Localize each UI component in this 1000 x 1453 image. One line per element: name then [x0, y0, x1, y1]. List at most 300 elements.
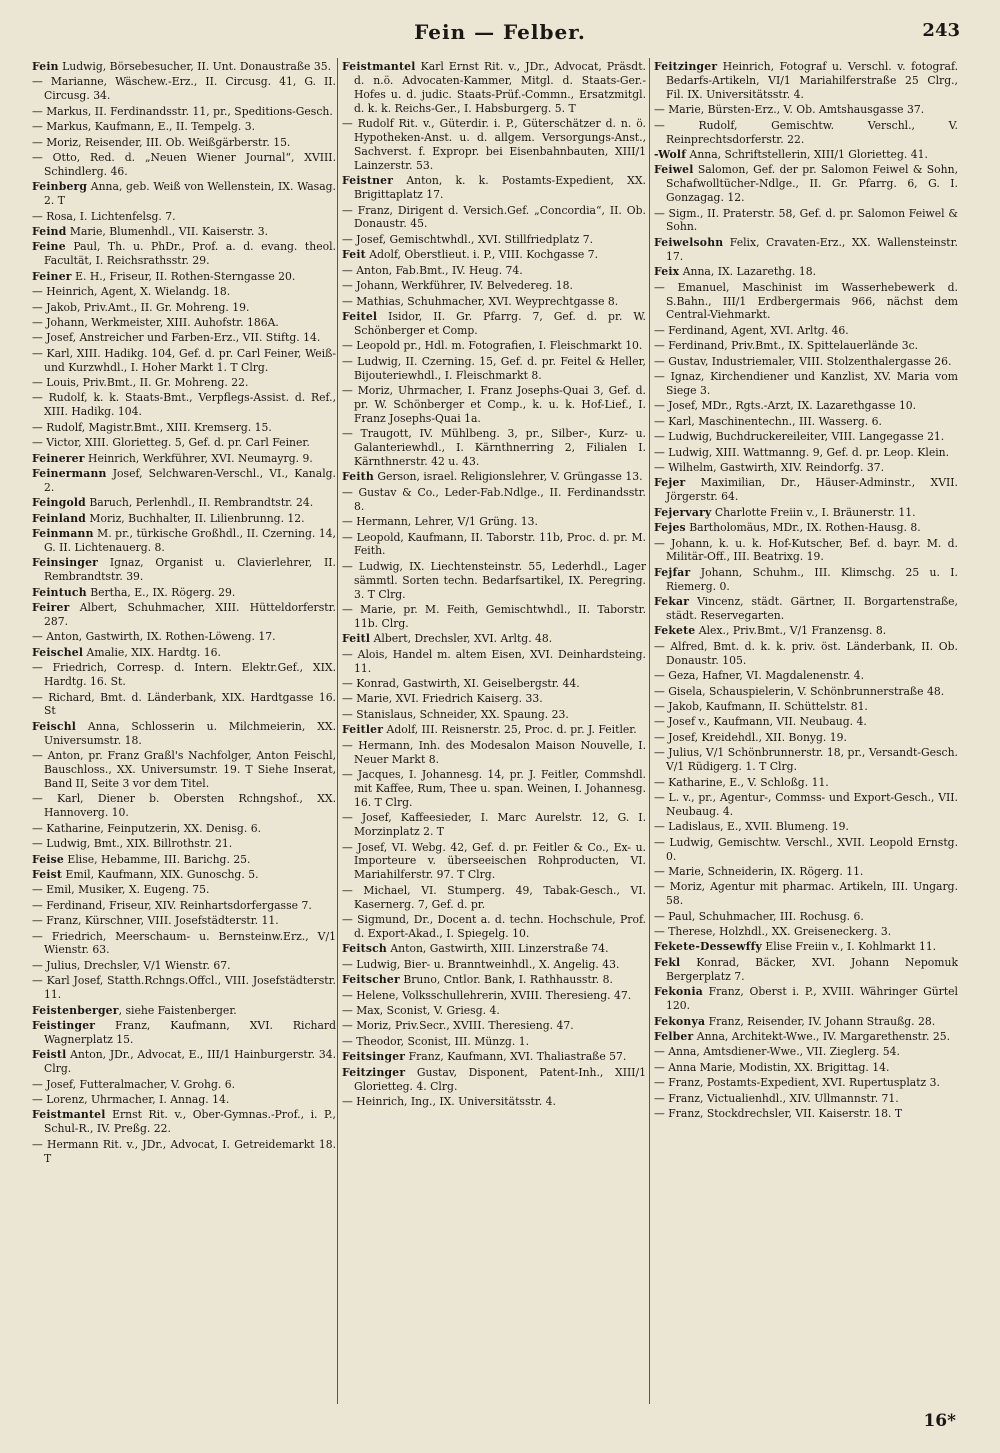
entry-details: Moriz, Buchhalter, II. Lilienbrunng. 12.: [86, 511, 305, 525]
entry-details: — Johann, Werkmeister, XIII. Auhofstr. 186A.: [32, 315, 279, 329]
entry-surname: Fekonya: [654, 1014, 706, 1028]
entry-details: — Sigm., II. Praterstr. 58, Gef. d. pr. Salomon Feiwel & Sohn.: [654, 206, 958, 234]
entry-details: — Hermann Rit. v., JDr., Advocat, I. Getreidemarkt 18. T: [32, 1137, 336, 1165]
entry-details: — Franz, Stockdrechsler, VII. Kaiserstr. 18. T: [654, 1106, 903, 1120]
entry-details: — Jakob, Priv.Amt., II. Gr. Mohreng. 19.: [32, 300, 250, 314]
directory-entry: [342, 723, 646, 737]
entry-details: — Anton, Fab.Bmt., IV. Heug. 74.: [342, 263, 523, 277]
entry-details: — Karl, XIII. Hadikg. 104, Gef. d. pr. Carl Feiner, Weiß- und Kurzwhdl., I. Hoher Markt 1. T Clrg.: [32, 346, 336, 374]
directory-column-3: [654, 60, 958, 1402]
entry-details: — Traugott, IV. Mühlbeng. 3, pr., Silber-, Kurz- u. Galanteriewhdl., I. Kärnthnerring 2, Filialen I. Kärnthnerstr. 42 u. 43.: [342, 427, 646, 468]
entry-details: — Lorenz, Uhrmacher, I. Annag. 14.: [32, 1093, 230, 1107]
entry-surname: Feit: [342, 248, 366, 262]
entry-surname: Feistl: [32, 1048, 67, 1062]
directory-entry: [654, 236, 958, 264]
entry-details: — Ludwig, Buchdruckereileiter, VIII. Langegasse 21.: [654, 430, 945, 444]
entry-surname: Felber: [654, 1029, 694, 1043]
directory-entry: [342, 677, 646, 691]
entry-details: — Moriz, Uhrmacher, I. Franz Josephs-Quai 3, Gef. d. pr. W. Schönberger et Comp., k. u. k. Hof-Lief., I. Franz Josephs-Quai 1a.: [342, 383, 646, 425]
directory-entry: [32, 527, 336, 555]
directory-entry: [654, 1045, 958, 1059]
directory-entry: [32, 914, 336, 928]
entry-details: — Franz, Victualienhdl., XIV. Ullmannstr. 71.: [654, 1091, 899, 1105]
directory-entry: [654, 415, 958, 429]
entry-details: — Mathias, Schuhmacher, XVI. Weyprechtgasse 8.: [342, 294, 619, 308]
entry-surname: Feitl: [342, 632, 371, 646]
directory-entry: [32, 899, 336, 913]
directory-column-2: [342, 60, 646, 1402]
directory-entry: [654, 956, 958, 984]
entry-details: — Gisela, Schauspielerin, V. Schönbrunnerstraße 48.: [654, 684, 945, 698]
directory-entry: [342, 384, 646, 426]
directory-entry: [342, 248, 646, 262]
directory-entry: [342, 486, 646, 514]
directory-entry: [32, 225, 336, 239]
entry-surname: Feinmann: [32, 527, 94, 541]
entry-details: — Josef, Gemischtwhdl., XVI. Stillfriedplatz 7.: [342, 232, 594, 246]
entry-details: — Josef, VI. Webg. 42, Gef. d. pr. Feitler & Co., Ex- u. Importeure v. überseeischen Rohproducten, VI. Mariahilferstr. 97. T Clrg.: [342, 840, 646, 882]
directory-entry: [654, 640, 958, 668]
entry-surname: Feiwel: [654, 163, 694, 177]
directory-entry: [32, 853, 336, 867]
entry-details: Alex., Priv.Bmt., V/1 Franzensg. 8.: [695, 624, 887, 638]
entry-surname: Feinsinger: [32, 556, 99, 570]
directory-entry: [654, 148, 958, 162]
directory-entry: [654, 399, 958, 413]
directory-entry: [654, 669, 958, 683]
directory-entry: [654, 60, 958, 102]
directory-entry: [342, 1004, 646, 1018]
directory-entry: [32, 1093, 336, 1107]
entry-details: — Marie, XVI. Friedrich Kaiserg. 33.: [342, 692, 543, 706]
entry-surname: Fekar: [654, 595, 690, 609]
entry-surname: Feiner: [32, 269, 72, 283]
entry-surname: Feistinger: [32, 1019, 96, 1032]
entry-surname: Feitzinger: [342, 1065, 406, 1079]
directory-entry: [342, 1050, 646, 1064]
entry-surname: Fejervary: [654, 505, 712, 519]
directory-entry: [654, 370, 958, 398]
entry-details: Konrad, Bäcker, XVI. Johann Nepomuk Bergerplatz 7.: [666, 955, 958, 983]
directory-entry: [32, 180, 336, 208]
directory-entry: [32, 151, 336, 179]
directory-entry: [654, 566, 958, 594]
entry-details: — Ferdinand, Friseur, XIV. Reinhartsdorfergasse 7.: [32, 898, 312, 912]
directory-entry: [32, 720, 336, 748]
entry-details: — Rudolf Rit. v., Güterdir. i. P., Güterschätzer d. n. ö. Hypotheken-Anst. u. d. allgem. Versorgungs-Anst., Sachverst. f. Expropr. bei Eisenbahnbauten, XIII/1 Lainzerstr. 53.: [342, 117, 646, 172]
entry-surname: Feinerer: [32, 451, 85, 465]
directory-entry: [342, 279, 646, 293]
directory-entry: [654, 865, 958, 879]
directory-entry: [654, 624, 958, 638]
entry-details: Baruch, Perlenhdl., II. Rembrandtstr. 24.: [85, 496, 314, 510]
directory-entry: [32, 1108, 336, 1136]
entry-details: — Therese, Holzhdl., XX. Greiseneckerg. 3.: [654, 925, 892, 939]
entry-details: Albert, Drechsler, XVI. Arltg. 48.: [370, 632, 553, 646]
entry-details: — Josef, Futteralmacher, V. Grohg. 6.: [32, 1077, 236, 1091]
directory-entry: [342, 811, 646, 839]
directory-entry: [342, 603, 646, 631]
entry-details: — Josef, Kreidehdl., XII. Bonyg. 19.: [654, 730, 847, 744]
entry-surname: Feist: [32, 867, 63, 881]
entry-details: — Markus, Kaufmann, E., II. Tempelg. 3.: [32, 120, 256, 134]
entry-details: Karl Ernst Rit. v., JDr., Advocat, Präsdt. d. n.ö. Advocaten-Kammer, Mitgl. d. Staats-Ger.-Hofes u. d. judic. Staats-Prüf.-Commn., Ersatzmitgl. d. k. k. Reichs-Ger., I. Habsburgerg. 5. T: [354, 60, 646, 115]
entry-surname: Fekonia: [654, 985, 703, 999]
entry-surname: Feise: [32, 852, 64, 866]
directory-entry: [342, 913, 646, 941]
entry-details: — Heinrich, Agent, X. Wielandg. 18.: [32, 285, 231, 299]
entry-surname: Fekete: [654, 624, 696, 638]
entry-details: — Moriz, Priv.Secr., XVIII. Theresieng. 47.: [342, 1019, 574, 1033]
entry-surname: Feistmantel: [342, 60, 416, 73]
directory-entry: [32, 586, 336, 600]
entry-details: — Emil, Musiker, X. Eugeng. 75.: [32, 883, 210, 897]
entry-details: — Geza, Hafner, VI. Magdalenenstr. 4.: [654, 669, 865, 683]
directory-entry: [654, 1015, 958, 1029]
column-divider: [649, 58, 650, 1404]
entry-details: — Rudolf, Gemischtw. Verschl., V. Reinprechtsdorferstr. 22.: [654, 118, 958, 146]
printer-signature: 16*: [923, 1411, 956, 1431]
directory-entry: [342, 295, 646, 309]
entry-details: Ludwig, Börsebesucher, II. Unt. Donaustraße 35.: [58, 60, 332, 73]
directory-entry: [32, 1019, 336, 1047]
directory-entry: [32, 421, 336, 435]
entry-details: — Victor, XIII. Glorietteg. 5, Gef. d. pr. Carl Feiner.: [32, 436, 310, 450]
directory-entry: [32, 556, 336, 584]
entry-details: — Josef v., Kaufmann, VII. Neubaug. 4.: [654, 715, 867, 729]
entry-details: Anna, Schlosserin u. Milchmeierin, XX. Universumstr. 18.: [44, 719, 336, 747]
directory-entry: [32, 749, 336, 791]
entry-details: — Marie, pr. M. Feith, Gemischtwhdl., II. Taborstr. 11b. Clrg.: [342, 603, 646, 630]
entry-details: — Leopold, Kaufmann, II. Taborstr. 11b, Proc. d. pr. M. Feith.: [342, 530, 646, 558]
entry-details: Elise Freiin v., I. Kohlmarkt 11.: [761, 940, 937, 954]
entry-details: — Ladislaus, E., XVII. Blumeng. 19.: [654, 820, 849, 834]
entry-details: Elise, Hebamme, III. Barichg. 25.: [64, 852, 251, 866]
directory-entry: [342, 427, 646, 469]
directory-entry: [342, 310, 646, 338]
directory-entry: [342, 339, 646, 353]
entry-details: Heinrich, Werkführer, XVI. Neumayrg. 9.: [84, 451, 313, 465]
entry-details: — Stanislaus, Schneider, XX. Spaung. 23.: [342, 707, 569, 721]
directory-entry: [32, 601, 336, 629]
directory-entry: [654, 910, 958, 924]
entry-details: — L. v., pr., Agentur-, Commss- und Export-Gesch., VII. Neubaug. 4.: [654, 790, 958, 818]
entry-surname: Feistner: [342, 174, 394, 188]
directory-entry: [342, 1035, 646, 1049]
entry-surname: Feix: [654, 265, 680, 279]
directory-column-1: [32, 60, 336, 1402]
entry-surname: Feitel: [342, 309, 378, 323]
directory-entry: [32, 974, 336, 1002]
directory-entry: [342, 739, 646, 767]
directory-entry: [654, 1076, 958, 1090]
entry-details: Anna, Schriftstellerin, XIII/1 Glorietteg. 41.: [686, 147, 928, 161]
entry-details: — Anton, pr. Franz Graßl's Nachfolger, Anton Feischl, Bauschloss., XX. Universumstr. 19. T Siehe Inserat, Band II, Seite 3 vor dem Titel.: [32, 749, 336, 790]
entry-surname: Feinermann: [32, 466, 107, 480]
entry-surname: Feitscher: [342, 973, 400, 987]
entry-surname: Feind: [32, 224, 67, 238]
directory-entry: [342, 174, 646, 202]
entry-details: — Johann, k. u. k. Hof-Kutscher, Bef. d. bayr. M. d. Militär-Off., III. Beatrixg. 19.: [654, 536, 958, 564]
directory-entry: [654, 715, 958, 729]
entry-details: Anton, JDr., Advocat, E., III/1 Hainburgerstr. 34. Clrg.: [44, 1048, 336, 1076]
entry-details: Anton, Gastwirth, XIII. Linzerstraße 74.: [386, 942, 609, 956]
entry-details: — Julius, V/1 Schönbrunnerstr. 18, pr., Versandt-Gesch. V/1 Rüdigerg. 1. T Clrg.: [654, 746, 958, 774]
directory-entry: [654, 476, 958, 504]
entry-surname: Fein: [32, 60, 59, 73]
directory-entry: [32, 868, 336, 882]
entry-details: Johann, Schuhm., III. Klimschg. 25 u. I. Riemerg. 0.: [666, 565, 958, 593]
directory-entry: [32, 240, 336, 268]
entry-details: Emil, Kaufmann, XIX. Gunoschg. 5.: [62, 867, 259, 881]
directory-entry: [32, 136, 336, 150]
entry-details: — Helene, Volksschullehrerin, XVIII. Theresieng. 47.: [342, 988, 632, 1002]
directory-entry: [32, 436, 336, 450]
entry-details: — Ludwig, IX. Liechtensteinstr. 55, Lederhdl., Lager sämmtl. Sorten techn. Bedarfsartikel, IX. Peregring. 3. T Clrg.: [342, 559, 646, 601]
entry-surname: Feitsinger: [342, 1050, 406, 1064]
entry-surname: Feingold: [32, 496, 86, 510]
entry-details: — Heinrich, Ing., IX. Universitätsstr. 4.: [342, 1094, 556, 1108]
entry-details: Anna, geb. Weiß von Wellenstein, IX. Wasag. 2. T: [44, 180, 336, 208]
entry-details: — Rudolf, Magistr.Bmt., XIII. Kremserg. 15.: [32, 420, 272, 434]
entry-details: — Louis, Priv.Bmt., II. Gr. Mohreng. 22.: [32, 376, 249, 390]
directory-entry: [32, 661, 336, 689]
directory-entry: [654, 940, 958, 954]
entry-details: — Anton, Gastwirth, IX. Rothen-Löweng. 17.: [32, 630, 276, 644]
entry-details: Ernst Rit. v., Ober-Gymnas.-Prof., i. P., Schul-R., IV. Preßg. 22.: [44, 1108, 336, 1136]
entry-details: Maximilian, Dr., Häuser-Adminstr., XVII. Jörgerstr. 64.: [666, 476, 958, 504]
directory-entry: [342, 632, 646, 646]
directory-entry: [654, 880, 958, 908]
entry-details: — Ludwig, II. Czerning. 15, Gef. d. pr. Feitel & Heller, Bijouteriewhdl., I. Fleischmarkt 8.: [342, 354, 646, 382]
entry-details: Bertha, E., IX. Rögerg. 29.: [86, 585, 236, 599]
directory-entry: [342, 1019, 646, 1033]
entry-details: Salomon, Gef. der pr. Salomon Feiwel & Sohn, Schafwolltücher-Ndlge., II. Gr. Pfarrg. 6, G. I. Gonzagag. 12.: [666, 163, 958, 205]
directory-entry: [654, 265, 958, 279]
directory-entry: [654, 1092, 958, 1106]
directory-entry: [32, 210, 336, 224]
entry-surname: Feitsch: [342, 942, 387, 956]
directory-entry: [654, 791, 958, 819]
entry-surname: Fekete-Dessewffy: [654, 940, 762, 954]
entry-details: Vincenz, städt. Gärtner, II. Borgartenstraße, städt. Reservegarten.: [666, 595, 958, 623]
entry-details: — Gustav & Co., Leder-Fab.Ndlge., II. Ferdinandsstr. 8.: [342, 485, 646, 513]
directory-entry: [32, 1048, 336, 1076]
directory-entry: [654, 446, 958, 460]
directory-entry: [342, 60, 646, 116]
entry-details: Felix, Cravaten-Erz., XX. Wallensteinstr. 17.: [666, 235, 958, 263]
entry-surname: Fejfar: [654, 565, 691, 579]
directory-entry: [32, 285, 336, 299]
directory-entry: [654, 595, 958, 623]
directory-entry: [32, 1078, 336, 1092]
entry-details: — Rosa, I. Lichtenfelsg. 7.: [32, 209, 176, 223]
directory-entry: [32, 792, 336, 820]
directory-entry: [654, 985, 958, 1013]
directory-entry: [654, 103, 958, 117]
entry-details: — Franz, Kürschner, VIII. Josefstädterstr. 11.: [32, 914, 279, 928]
entry-details: — Markus, II. Ferdinandsstr. 11, pr., Speditions-Gesch.: [32, 104, 333, 118]
entry-details: — Leopold pr., Hdl. m. Fotografien, I. Fleischmarkt 10.: [342, 339, 643, 353]
entry-surname: Fejer: [654, 476, 686, 490]
directory-entry: [342, 1066, 646, 1094]
entry-details: Amalie, XIX. Hardtg. 16.: [83, 645, 221, 659]
entry-details: M. pr., türkische Großhdl., II. Czerning. 14, G. II. Lichtenauerg. 8.: [44, 527, 336, 554]
entry-surname: Feischl: [32, 719, 77, 733]
directory-entry: [32, 822, 336, 836]
directory-entry: [654, 700, 958, 714]
entry-details: Anton, k. k. Postamts-Expedient, XX. Brigittaplatz 17.: [354, 174, 646, 202]
entry-surname: Feinberg: [32, 180, 88, 194]
entry-details: Marie, Blumenhdl., VII. Kaiserstr. 3.: [66, 224, 269, 238]
entry-details: Albert, Schuhmacher, XIII. Hütteldorferstr. 287.: [44, 601, 336, 629]
entry-surname: Feith: [342, 470, 374, 484]
entry-details: — Jakob, Kaufmann, II. Schüttelstr. 81.: [654, 699, 868, 713]
entry-details: Anna, IX. Lazarethg. 18.: [679, 265, 817, 279]
entry-details: — Katharine, E., V. Schloßg. 11.: [654, 775, 829, 789]
entry-details: Isidor, II. Gr. Pfarrg. 7, Gef. d. pr. W. Schönberger et Comp.: [354, 309, 646, 337]
entry-surname: Feischel: [32, 645, 84, 659]
entry-details: — Marie, Schneiderin, IX. Rögerg. 11.: [654, 864, 864, 878]
entry-surname: Fejes: [654, 521, 686, 535]
directory-entry: [32, 120, 336, 134]
directory-entry: [32, 837, 336, 851]
entry-details: — Ferdinand, Priv.Bmt., IX. Spittelauerlände 3c.: [654, 339, 919, 353]
entry-details: — Moriz, Agentur mit pharmac. Artikeln, III. Ungarg. 58.: [654, 880, 958, 908]
entry-details: — Marie, Bürsten-Erz., V. Ob. Amtshausgasse 37.: [654, 103, 925, 117]
directory-entry: [32, 512, 336, 526]
entry-details: — Ludwig, Bmt., XIX. Billrothstr. 21.: [32, 837, 233, 851]
column-divider: [337, 58, 338, 1404]
directory-entry: [32, 316, 336, 330]
directory-entry: [32, 452, 336, 466]
entry-details: — Max, Sconist, V. Griesg. 4.: [342, 1004, 500, 1017]
directory-entry: [342, 1095, 646, 1109]
entry-details: — Ludwig, Gemischtw. Verschl., XVII. Leopold Ernstg. 0.: [654, 835, 958, 863]
entry-details: — Hermann, Inh. des Modesalon Maison Nouvelle, I. Neuer Markt 8.: [342, 738, 646, 766]
directory-entry: [654, 281, 958, 323]
entry-surname: Feitler: [342, 723, 384, 737]
entry-surname: -Wolf: [654, 147, 687, 161]
directory-entry: [32, 630, 336, 644]
directory-entry: [654, 746, 958, 774]
directory-entry: [32, 930, 336, 958]
directory-entry: [654, 836, 958, 864]
directory-entry: [654, 1030, 958, 1044]
directory-entry: [32, 646, 336, 660]
entry-surname: Feirer: [32, 601, 70, 615]
entry-surname: Fekl: [654, 955, 681, 969]
entry-details: — Paul, Schuhmacher, III. Rochusg. 6.: [654, 909, 864, 923]
directory-entry: [342, 708, 646, 722]
entry-details: — Alois, Handel m. altem Eisen, XVI. Deinhardsteing. 11.: [342, 647, 646, 675]
directory-entry: [32, 301, 336, 315]
directory-entry: [342, 204, 646, 232]
entry-details: Ignaz, Organist u. Clavierlehrer, II. Rembrandtstr. 39.: [44, 556, 336, 584]
directory-entry: [654, 731, 958, 745]
entry-details: — Johann, Werkführer, IV. Belvedereg. 18.: [342, 279, 573, 293]
entry-details: — Karl Josef, Statth.Rchngs.Offcl., VIII. Josefstädterstr. 11.: [32, 974, 336, 1002]
entry-details: Franz, Reisender, IV. Johann Straußg. 28.: [705, 1014, 936, 1028]
directory-entry: [654, 339, 958, 353]
entry-details: — Ludwig, XIII. Wattmanng. 9, Gef. d. pr. Leop. Klein.: [654, 445, 950, 459]
page-title: Fein — Felber.: [414, 20, 586, 44]
directory-entry: [32, 467, 336, 495]
entry-details: Bruno, Cntlor. Bank, I. Rathhausstr. 8.: [399, 973, 613, 987]
directory-entry: [32, 347, 336, 375]
directory-entry: [342, 560, 646, 602]
entry-details: — Marianne, Wäschew.-Erz., II. Circusg. 41, G. II. Circusg. 34.: [32, 75, 336, 103]
entry-details: , siehe Faistenberger.: [118, 1003, 237, 1017]
directory-entry: [342, 531, 646, 559]
entry-details: — Ludwig, Bier- u. Branntweinhdl., X. Angelig. 43.: [342, 957, 620, 971]
directory-entry: [342, 515, 646, 529]
directory-entry: [32, 883, 336, 897]
directory-entry: [342, 768, 646, 810]
entry-details: Adolf, III. Reisnerstr. 25, Proc. d. pr. J. Feitler.: [383, 723, 637, 737]
entry-details: Franz, Oberst i. P., XVIII. Währinger Gürtel 120.: [666, 985, 958, 1013]
entry-details: — Hermann, Lehrer, V/1 Grüng. 13.: [342, 515, 538, 529]
entry-surname: Feitzinger: [654, 60, 718, 73]
directory-entry: [32, 691, 336, 719]
entry-surname: Feiwelsohn: [654, 235, 724, 249]
directory-entry: [654, 461, 958, 475]
entry-details: — Friedrich, Meerschaum- u. Bernsteinw.Erz., V/1 Wienstr. 63.: [32, 929, 336, 957]
directory-entry: [342, 841, 646, 883]
directory-entry: [32, 959, 336, 973]
entry-details: Franz, Kaufmann, XVI. Thaliastraße 57.: [405, 1050, 627, 1064]
entry-details: Anna, Architekt-Wwe., IV. Margarethenstr. 25.: [693, 1029, 951, 1043]
entry-details: — Wilhelm, Gastwirth, XIV. Reindorfg. 37.: [654, 460, 885, 474]
entry-details: Paul, Th. u. PhDr., Prof. a. d. evang. theol. Facultät, I. Reichsrathsstr. 29.: [44, 240, 336, 268]
entry-details: — Otto, Red. d. „Neuen Wiener Journal“, XVIII. Schindlerg. 46.: [32, 150, 336, 178]
directory-entry: [654, 207, 958, 235]
entry-details: — Ferdinand, Agent, XVI. Arltg. 46.: [654, 323, 849, 337]
entry-details: Bartholomäus, MDr., IX. Rothen-Hausg. 8.: [685, 521, 921, 535]
directory-entry: [342, 355, 646, 383]
entry-details: — Sigmund, Dr., Docent a. d. techn. Hochschule, Prof. d. Export-Akad., I. Spiegelg. 10.: [342, 913, 646, 940]
directory-entry: [32, 1004, 336, 1018]
entry-details: — Rudolf, k. k. Staats-Bmt., Verpflegs-Assist. d. Ref., XIII. Hadikg. 104.: [32, 391, 336, 419]
entry-details: — Konrad, Gastwirth, XI. Geiselbergstr. 44.: [342, 677, 580, 691]
directory-entry: [654, 820, 958, 834]
directory-entry: [654, 506, 958, 520]
entry-details: — Josef, Kaffeesieder, I. Marc Aurelstr. 12, G. I. Morzinplatz 2. T: [342, 811, 646, 839]
entry-details: — Katharine, Feinputzerin, XX. Denisg. 6.: [32, 821, 262, 835]
directory-entry: [654, 355, 958, 369]
directory-entry: [342, 470, 646, 484]
entry-surname: Feine: [32, 240, 66, 254]
entry-details: — Franz, Dirigent d. Versich.Gef. „Concordia“, II. Ob. Donaustr. 45.: [342, 203, 646, 231]
directory-entry: [654, 324, 958, 338]
directory-entry: [342, 989, 646, 1003]
entry-details: Franz, Kaufmann, XVI. Richard Wagnerplatz 15.: [44, 1019, 336, 1046]
entry-surname: Feintuch: [32, 585, 87, 599]
entry-details: — Ignaz, Kirchendiener und Kanzlist, XV. Maria vom Siege 3.: [654, 370, 958, 397]
directory-entry: [654, 119, 958, 147]
directory-entry: [32, 60, 336, 74]
entry-details: — Josef, Anstreicher und Farben-Erz., VII. Stiftg. 14.: [32, 331, 321, 345]
directory-entry: [654, 537, 958, 565]
entry-details: Charlotte Freiin v., I. Bräunerstr. 11.: [711, 505, 916, 519]
entry-details: — Franz, Postamts-Expedient, XVI. Rupertusplatz 3.: [654, 1076, 940, 1090]
entry-details: — Julius, Drechsler, V/1 Wienstr. 67.: [32, 958, 231, 972]
entry-details: — Alfred, Bmt. d. k. k. priv. öst. Länderbank, II. Ob. Donaustr. 105.: [654, 639, 958, 667]
directory-entry: [342, 117, 646, 173]
directory-entry: [342, 648, 646, 676]
entry-surname: Feistmantel: [32, 1108, 106, 1122]
directory-entry: [342, 942, 646, 956]
